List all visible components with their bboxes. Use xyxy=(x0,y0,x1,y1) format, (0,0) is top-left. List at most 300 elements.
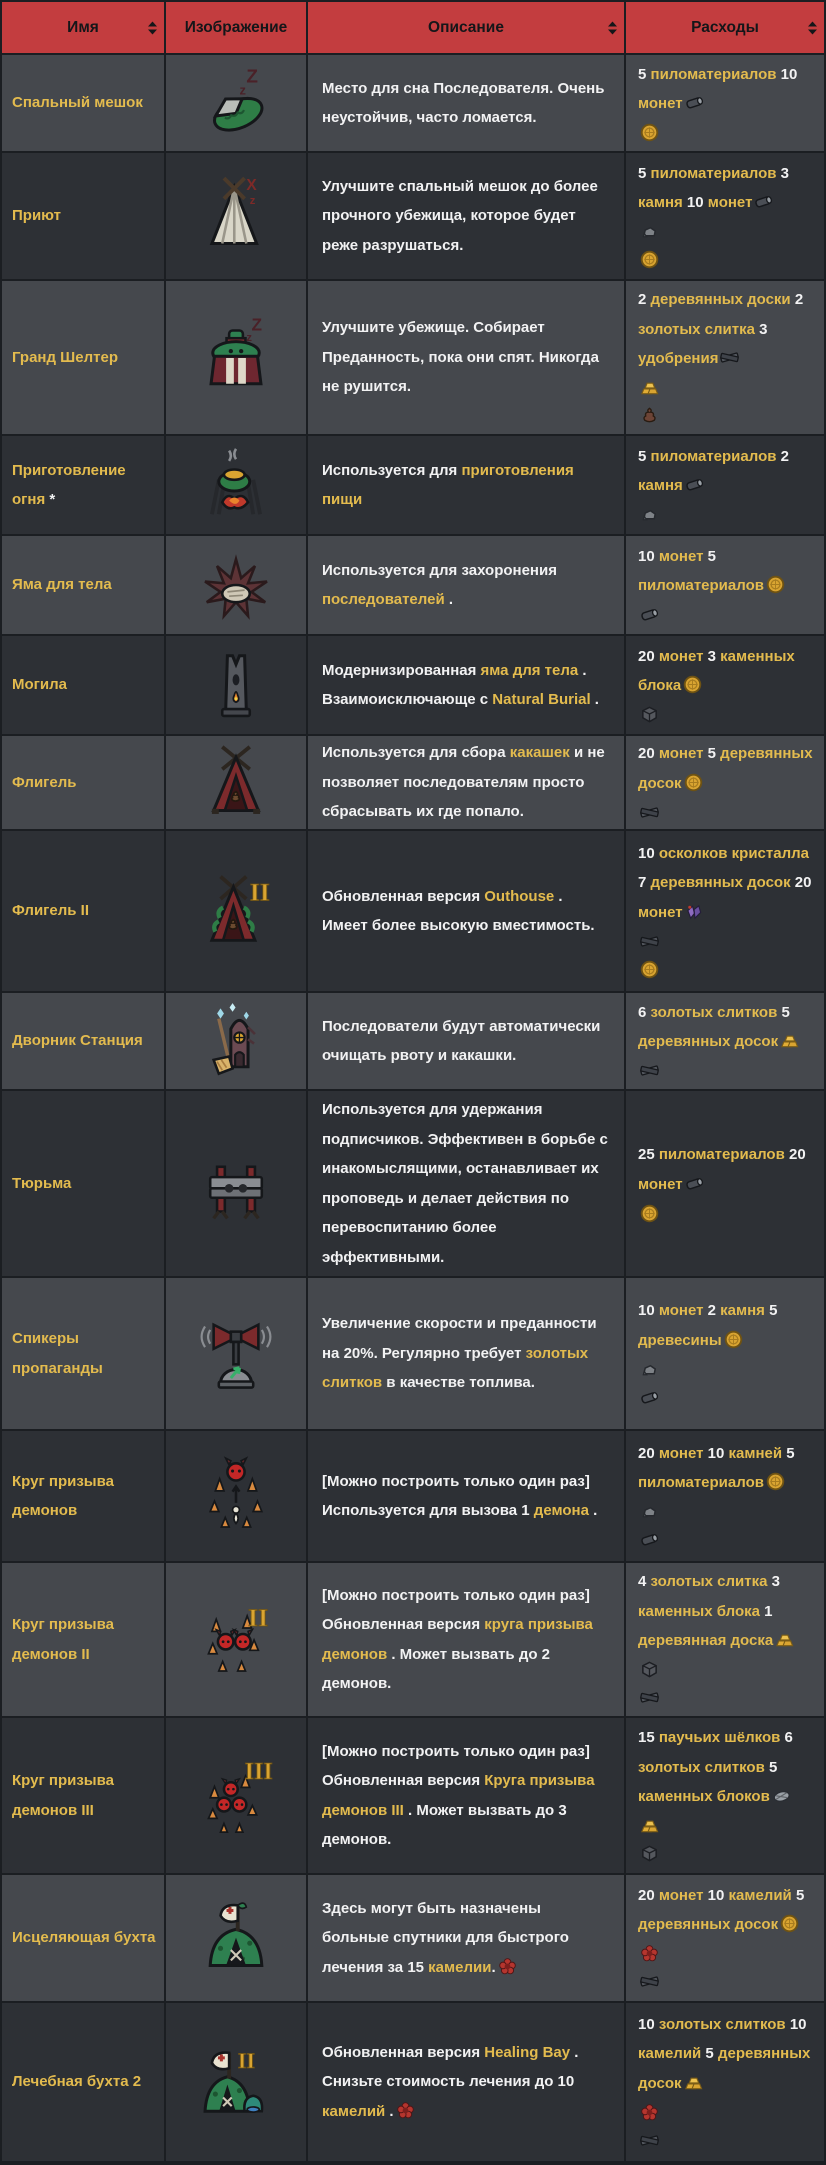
inline-link[interactable]: монет xyxy=(658,745,704,762)
cost-icon-row xyxy=(638,601,814,629)
coin-icon[interactable] xyxy=(683,675,702,694)
cost-icon-row xyxy=(638,1940,814,1968)
column-header-label: Описание xyxy=(428,18,504,36)
text-segment: . xyxy=(491,1958,496,1976)
sort-icon[interactable] xyxy=(808,21,817,34)
text-segment: 15 xyxy=(638,1729,659,1747)
text-segment: 10 xyxy=(703,1444,729,1462)
outhouse-icon[interactable] xyxy=(192,739,280,827)
name-suffix: * xyxy=(45,491,56,508)
text-segment: Улучшите убежище. Собирает Преданность, пока они спят. Никогда не рушится. xyxy=(322,319,599,396)
svg-text:II: II xyxy=(248,1602,269,1632)
cooking-fire-icon[interactable] xyxy=(192,441,280,529)
rock-icon[interactable] xyxy=(640,1360,659,1379)
inline-link[interactable]: деревянных досок xyxy=(638,745,813,792)
plank-icon[interactable] xyxy=(640,1061,659,1080)
cost-icon-row xyxy=(638,2098,814,2126)
cost-cell xyxy=(626,1718,824,1873)
table-row xyxy=(2,831,824,991)
coin-icon[interactable] xyxy=(780,1914,799,1933)
text-segment: 5 xyxy=(703,745,721,762)
sort-icon[interactable] xyxy=(608,21,617,34)
svg-text:z: z xyxy=(246,331,252,344)
svg-text:III: III xyxy=(244,1758,273,1785)
name-cell xyxy=(2,1431,164,1561)
text-segment: 5 xyxy=(703,547,716,565)
building-name-link[interactable]: Круг призыва демонов II xyxy=(12,1616,114,1663)
text-segment: Место для сна Последователя. Очень неустойчив, часто ломается. xyxy=(322,79,605,126)
image-cell xyxy=(166,1091,306,1276)
inline-link[interactable]: демона xyxy=(533,1502,589,1519)
lumber-icon[interactable] xyxy=(754,192,773,211)
crystal-shard-icon[interactable] xyxy=(685,902,704,921)
cost-cell xyxy=(626,831,824,991)
image-cell xyxy=(166,1875,306,2001)
name-cell xyxy=(2,281,164,434)
demon-summoning-circle-icon[interactable] xyxy=(192,1452,280,1540)
cost-icon-row xyxy=(638,1840,814,1868)
coin-icon[interactable] xyxy=(724,1330,743,1349)
rock-icon[interactable] xyxy=(640,222,659,241)
gold-bar-icon[interactable] xyxy=(775,1630,794,1649)
description-cell xyxy=(308,1718,624,1873)
text-segment: 25 xyxy=(638,1146,659,1163)
camellia-flower-icon[interactable] xyxy=(396,2101,415,2120)
text-segment: 10 xyxy=(638,547,659,565)
text-segment: . Может вызвать до 2 демонов. xyxy=(322,1645,551,1692)
healing-bay-2-icon[interactable] xyxy=(192,2038,280,2126)
text-segment: 5 xyxy=(638,447,651,465)
camellia-flower-icon[interactable] xyxy=(498,1957,517,1976)
lumber-icon[interactable] xyxy=(640,605,659,624)
demon-summoning-circle-3-icon[interactable] xyxy=(192,1752,280,1840)
text-segment: Используется для удержания подписчиков. Эффективен в борьбе с инакомыслящими, останавливает их проповедь и делает действия по перевоспитанию более эффективными. xyxy=(322,1101,608,1266)
inline-link[interactable]: каменных блока xyxy=(638,1602,760,1620)
inline-link[interactable]: камня xyxy=(638,194,683,211)
inline-link[interactable]: камня xyxy=(720,1302,765,1319)
inline-link[interactable]: пиломатериалов xyxy=(658,1146,785,1163)
inline-link[interactable]: пиломатериалов xyxy=(650,164,777,182)
image-cell xyxy=(166,2003,306,2161)
cost-icon-row xyxy=(638,1526,814,1554)
cost-cell xyxy=(626,153,824,279)
cost-icon-row xyxy=(638,374,814,402)
table-row xyxy=(2,1875,824,2001)
cost-icon-row xyxy=(638,927,814,955)
text-segment: Обновленная версия xyxy=(322,887,485,905)
svg-text:II: II xyxy=(249,877,270,907)
table-row xyxy=(2,536,824,634)
name-cell xyxy=(2,436,164,534)
text-segment: 10 xyxy=(638,2015,659,2033)
inline-link[interactable]: пиломатериалов xyxy=(650,65,777,83)
inline-link[interactable]: золотых слитков xyxy=(658,2015,786,2033)
grave-icon[interactable] xyxy=(192,641,280,729)
image-cell xyxy=(166,1278,306,1429)
stone-block-icon[interactable] xyxy=(640,1844,659,1863)
inline-link[interactable]: последователей xyxy=(322,591,445,608)
text-segment: . Снизьте стоимость лечения до 10 xyxy=(322,2043,579,2091)
table-row xyxy=(2,2003,824,2161)
description-cell xyxy=(308,1278,624,1429)
text-segment: Используется для xyxy=(322,461,462,479)
text-segment: 20 xyxy=(784,1146,806,1163)
text-segment: 6 xyxy=(638,1003,651,1021)
inline-link[interactable]: камелий xyxy=(322,2102,386,2120)
text-segment: Обновленная версия xyxy=(322,2043,485,2061)
inline-link[interactable]: Natural Burial xyxy=(492,691,591,708)
text-segment: 1 xyxy=(759,1602,773,1620)
gold-bar-icon[interactable] xyxy=(684,2073,703,2092)
propaganda-speaker-icon[interactable] xyxy=(192,1310,280,1398)
description-cell xyxy=(308,153,624,279)
inline-link[interactable]: монет xyxy=(638,903,683,921)
text-segment: 10 xyxy=(785,2015,807,2033)
inline-link[interactable]: монет xyxy=(658,1444,704,1462)
cost-icon-row xyxy=(638,1383,814,1411)
text-segment: 10 xyxy=(638,1302,659,1319)
description-cell xyxy=(308,1431,624,1561)
image-cell xyxy=(166,1431,306,1561)
building-name-link[interactable]: Флигель xyxy=(12,773,77,791)
inline-link[interactable]: монет xyxy=(658,647,704,665)
inline-link[interactable]: монет xyxy=(707,194,753,211)
rock-icon[interactable] xyxy=(640,1502,659,1521)
svg-text:z: z xyxy=(239,82,246,98)
text-segment: 20 xyxy=(638,745,659,762)
inline-link[interactable]: монет xyxy=(658,1886,704,1904)
fertilizer-icon[interactable] xyxy=(640,406,659,425)
text-segment: 4 xyxy=(638,1573,651,1591)
description-cell xyxy=(308,281,624,434)
plank-icon[interactable] xyxy=(640,803,659,822)
inline-link[interactable]: деревянная доска xyxy=(638,1632,774,1650)
janitor-station-icon[interactable] xyxy=(192,997,280,1085)
rock-icon[interactable] xyxy=(640,505,659,524)
text-segment: [Можно построить только один раз] Используется для вызова 1 xyxy=(322,1472,590,1519)
image-cell xyxy=(166,281,306,434)
text-segment: . Может вызвать до 3 демонов. xyxy=(322,1801,567,1848)
plank-icon[interactable] xyxy=(640,1972,659,1991)
inline-link[interactable]: золотых слитка xyxy=(650,1573,768,1591)
text-segment: 3 xyxy=(776,164,789,182)
inline-link[interactable]: деревянных досок xyxy=(650,874,791,892)
text-segment: Модернизированная xyxy=(322,661,481,679)
building-name-link[interactable]: Могила xyxy=(12,676,67,694)
table-row xyxy=(2,1091,824,1276)
description-cell xyxy=(308,55,624,151)
text-segment: 20 xyxy=(638,1444,659,1462)
text-segment: Используется для захоронения xyxy=(322,561,557,579)
cost-icon-row xyxy=(638,1812,814,1840)
cost-cell xyxy=(626,1875,824,2001)
svg-text:Z: Z xyxy=(246,66,258,88)
name-cell xyxy=(2,2003,164,2161)
camellia-flower-icon[interactable] xyxy=(640,2103,659,2122)
text-segment: 5 xyxy=(782,1444,795,1462)
inline-link[interactable]: Healing Bay xyxy=(484,2043,571,2061)
inline-link[interactable]: Круга призыва демонов III xyxy=(322,1772,595,1819)
description-cell xyxy=(308,636,624,734)
building-name-link[interactable]: Дворник Станция xyxy=(12,1032,143,1050)
image-cell xyxy=(166,153,306,279)
inline-link[interactable]: пиломатериалов xyxy=(638,1474,764,1491)
table-row xyxy=(2,1563,824,1716)
building-name-link[interactable]: Тюрьма xyxy=(12,1174,72,1192)
text-segment: 10 xyxy=(638,844,659,862)
sort-icon[interactable] xyxy=(148,21,157,34)
text-segment: 5 xyxy=(638,164,651,182)
inline-link[interactable]: золотых слитков xyxy=(638,1758,765,1776)
name-cell xyxy=(2,1563,164,1716)
stone-block-icon[interactable] xyxy=(640,1660,659,1679)
coin-icon[interactable] xyxy=(640,1204,659,1223)
table-row xyxy=(2,1278,824,1429)
text-segment: 3 xyxy=(754,320,768,338)
inline-link[interactable]: какашек xyxy=(509,744,570,762)
plank-icon[interactable] xyxy=(640,932,659,951)
inline-link[interactable]: яма для тела xyxy=(480,661,579,679)
inline-link[interactable]: золотых слитка xyxy=(638,320,755,338)
building-name-link[interactable]: Исцеляющая бухта xyxy=(12,1929,156,1947)
name-cell xyxy=(2,993,164,1089)
inline-link[interactable]: золотых слитков xyxy=(650,1003,778,1021)
text-segment: 2 xyxy=(790,291,804,309)
stone-block-icon[interactable] xyxy=(640,705,659,724)
table-row xyxy=(2,993,824,1089)
coin-icon[interactable] xyxy=(684,773,703,792)
svg-text:Z: Z xyxy=(251,314,262,334)
cost-icon-row xyxy=(638,402,814,430)
text-segment: Используется для сбора xyxy=(322,744,510,762)
image-cell xyxy=(166,736,306,829)
name-cell xyxy=(2,153,164,279)
text-segment: 7 xyxy=(638,874,651,892)
building-name-link[interactable]: Флигель II xyxy=(12,902,90,920)
text-segment: Последователи будут автоматически очищать рвоту и какашки. xyxy=(322,1017,601,1064)
cost-cell xyxy=(626,281,824,434)
cost-cell xyxy=(626,636,824,734)
cost-icon-row xyxy=(638,246,814,274)
inline-link[interactable]: деревянных доски xyxy=(650,291,791,309)
body-pit-icon[interactable] xyxy=(192,541,280,629)
inline-link[interactable]: монет xyxy=(658,1302,704,1319)
column-header-costs[interactable] xyxy=(626,2,824,53)
description-cell xyxy=(308,993,624,1089)
gold-bar-icon[interactable] xyxy=(640,1816,659,1835)
building-name-link[interactable]: Лечебная бухта 2 xyxy=(12,2073,142,2091)
name-cell xyxy=(2,1091,164,1276)
gold-bar-icon[interactable] xyxy=(640,378,659,397)
column-header-description[interactable] xyxy=(308,2,624,53)
gold-bar-icon[interactable] xyxy=(780,1031,799,1050)
sleeping-bag-icon[interactable] xyxy=(192,59,280,147)
inline-link[interactable]: золотых слитков xyxy=(322,1344,589,1392)
svg-text:II: II xyxy=(237,2048,256,2074)
coin-icon[interactable] xyxy=(766,1472,785,1491)
coin-icon[interactable] xyxy=(640,960,659,979)
cost-icon-row xyxy=(638,798,814,826)
cost-cell xyxy=(626,993,824,1089)
text-segment: 5 xyxy=(777,1003,790,1021)
image-cell xyxy=(166,831,306,991)
table-row xyxy=(2,636,824,734)
cost-icon-row xyxy=(638,1498,814,1526)
plank-icon[interactable] xyxy=(720,348,739,367)
outhouse-2-icon[interactable] xyxy=(192,867,280,955)
text-segment: 10 xyxy=(776,65,798,83)
spider-silk-icon[interactable] xyxy=(772,1786,791,1805)
coin-icon[interactable] xyxy=(640,250,659,269)
cost-cell xyxy=(626,55,824,151)
lumber-icon[interactable] xyxy=(685,1174,704,1193)
cost-cell xyxy=(626,1091,824,1276)
name-cell xyxy=(2,1278,164,1429)
cost-cell xyxy=(626,736,824,829)
inline-link[interactable]: камелий xyxy=(638,2045,702,2063)
inline-link[interactable]: приготовления пищи xyxy=(322,461,574,508)
plank-icon[interactable] xyxy=(640,2131,659,2150)
inline-link[interactable]: монет xyxy=(638,1175,683,1193)
cost-cell xyxy=(626,2003,824,2161)
svg-text:z: z xyxy=(249,194,256,207)
table-header-row xyxy=(2,2,824,53)
name-cell xyxy=(2,1875,164,2001)
lumber-icon[interactable] xyxy=(640,1530,659,1549)
demon-summoning-circle-2-icon[interactable] xyxy=(192,1596,280,1684)
text-segment: 20 xyxy=(638,647,659,665)
inline-link[interactable]: осколков кристалла xyxy=(658,844,809,862)
building-name-link[interactable]: Гранд Шелтер xyxy=(12,348,118,366)
lumber-icon[interactable] xyxy=(685,93,704,112)
text-segment: 2 xyxy=(638,291,651,309)
image-cell xyxy=(166,536,306,634)
inline-link[interactable]: древесины xyxy=(638,1331,722,1349)
table-row xyxy=(2,1718,824,1873)
building-name-link[interactable]: Спикеры пропаганды xyxy=(12,1330,103,1377)
name-cell xyxy=(2,831,164,991)
text-segment: 10 xyxy=(682,194,708,211)
text-segment: 5 xyxy=(764,1302,778,1319)
image-cell xyxy=(166,55,306,151)
camellia-flower-icon[interactable] xyxy=(640,1944,659,1963)
text-segment: 5 xyxy=(791,1886,805,1904)
prison-icon[interactable] xyxy=(192,1140,280,1228)
cost-icon-row xyxy=(638,2126,814,2154)
cost-icon-row xyxy=(638,1684,814,1712)
cost-icon-row xyxy=(638,1199,814,1227)
cost-icon-row xyxy=(638,701,814,729)
building-name-link[interactable]: Приют xyxy=(12,207,61,225)
inline-link[interactable]: деревянных досок xyxy=(638,1033,779,1050)
inline-link[interactable]: камней xyxy=(728,1444,783,1462)
description-cell xyxy=(308,831,624,991)
text-segment: Улучшите спальный мешок до более прочного убежища, которое будет реже разрушаться. xyxy=(322,177,598,254)
inline-link[interactable]: монет xyxy=(658,547,704,565)
inline-link[interactable]: камелий xyxy=(728,1886,792,1904)
description-cell xyxy=(308,1875,624,2001)
image-cell xyxy=(166,1563,306,1716)
column-header-label: Расходы xyxy=(691,18,759,36)
cost-icon-row xyxy=(638,501,814,529)
building-name-link[interactable]: Яма для тела xyxy=(12,576,112,594)
lumber-icon[interactable] xyxy=(685,475,704,494)
inline-link[interactable]: пиломатериалов xyxy=(650,447,777,465)
text-segment: 5 xyxy=(638,65,651,83)
grand-shelter-icon[interactable] xyxy=(192,314,280,402)
cost-cell xyxy=(626,1278,824,1429)
building-name-link[interactable]: Круг призыва демонов III xyxy=(12,1772,114,1819)
text-segment: в качестве топлива. xyxy=(382,1374,535,1392)
text-segment: . xyxy=(385,2102,394,2120)
plank-icon[interactable] xyxy=(640,1688,659,1707)
table-body xyxy=(2,55,824,2161)
inline-link[interactable]: паучьих шёлков xyxy=(658,1729,781,1747)
text-segment: 5 xyxy=(764,1758,778,1776)
inline-link[interactable]: деревянных досок xyxy=(638,1916,779,1933)
inline-link[interactable]: каменных блоков xyxy=(638,1788,770,1806)
text-segment: . xyxy=(444,591,454,608)
cost-icon-row xyxy=(638,119,814,147)
image-cell xyxy=(166,436,306,534)
text-segment: [Можно построить только один раз] Обновленная версия xyxy=(322,1742,590,1789)
cost-icon-row xyxy=(638,1968,814,1996)
lumber-icon[interactable] xyxy=(640,1388,659,1407)
inline-link[interactable]: камня xyxy=(638,477,683,494)
table-row xyxy=(2,736,824,829)
text-segment: . Имеет более высокую вместимость. xyxy=(322,887,595,934)
text-segment: . Взаимоисключающе с xyxy=(322,661,587,708)
cost-icon-row xyxy=(638,1656,814,1684)
building-name-link[interactable]: Приготовление огня xyxy=(12,461,126,508)
name-cell xyxy=(2,736,164,829)
image-cell xyxy=(166,1718,306,1873)
inline-link[interactable]: камелии xyxy=(428,1958,492,1976)
column-header-label: Изображение xyxy=(184,18,288,36)
text-segment: 20 xyxy=(638,1886,659,1904)
building-name-link[interactable]: Спальный мешок xyxy=(12,94,143,112)
inline-link[interactable]: каменных блока xyxy=(638,647,795,694)
inline-link[interactable]: Outhouse xyxy=(484,887,555,905)
inline-link[interactable]: деревянных досок xyxy=(638,2045,811,2092)
column-header-label: Имя xyxy=(67,18,99,36)
inline-link[interactable]: круга призыва демонов xyxy=(322,1616,593,1663)
image-cell xyxy=(166,636,306,734)
text-segment: . xyxy=(590,691,599,708)
name-cell xyxy=(2,55,164,151)
column-header-name[interactable] xyxy=(2,2,164,53)
table-row xyxy=(2,281,824,434)
building-name-link[interactable]: Круг призыва демонов xyxy=(12,1472,114,1519)
cost-cell xyxy=(626,1431,824,1561)
table-row xyxy=(2,153,824,279)
name-cell xyxy=(2,536,164,634)
cost-icon-row xyxy=(638,218,814,246)
coin-icon[interactable] xyxy=(766,575,785,594)
shelter-icon[interactable] xyxy=(192,172,280,260)
column-header-image xyxy=(166,2,306,53)
inline-link[interactable]: монет xyxy=(638,95,683,112)
inline-link[interactable]: удобрения xyxy=(638,350,719,368)
text-segment: 20 xyxy=(790,874,812,892)
description-cell xyxy=(308,436,624,534)
text-segment: 3 xyxy=(767,1573,780,1591)
healing-bay-icon[interactable] xyxy=(192,1894,280,1982)
coin-icon[interactable] xyxy=(640,123,659,142)
inline-link[interactable]: пиломатериалов xyxy=(638,577,764,594)
description-cell xyxy=(308,1091,624,1276)
text-segment: 5 xyxy=(701,2045,718,2063)
